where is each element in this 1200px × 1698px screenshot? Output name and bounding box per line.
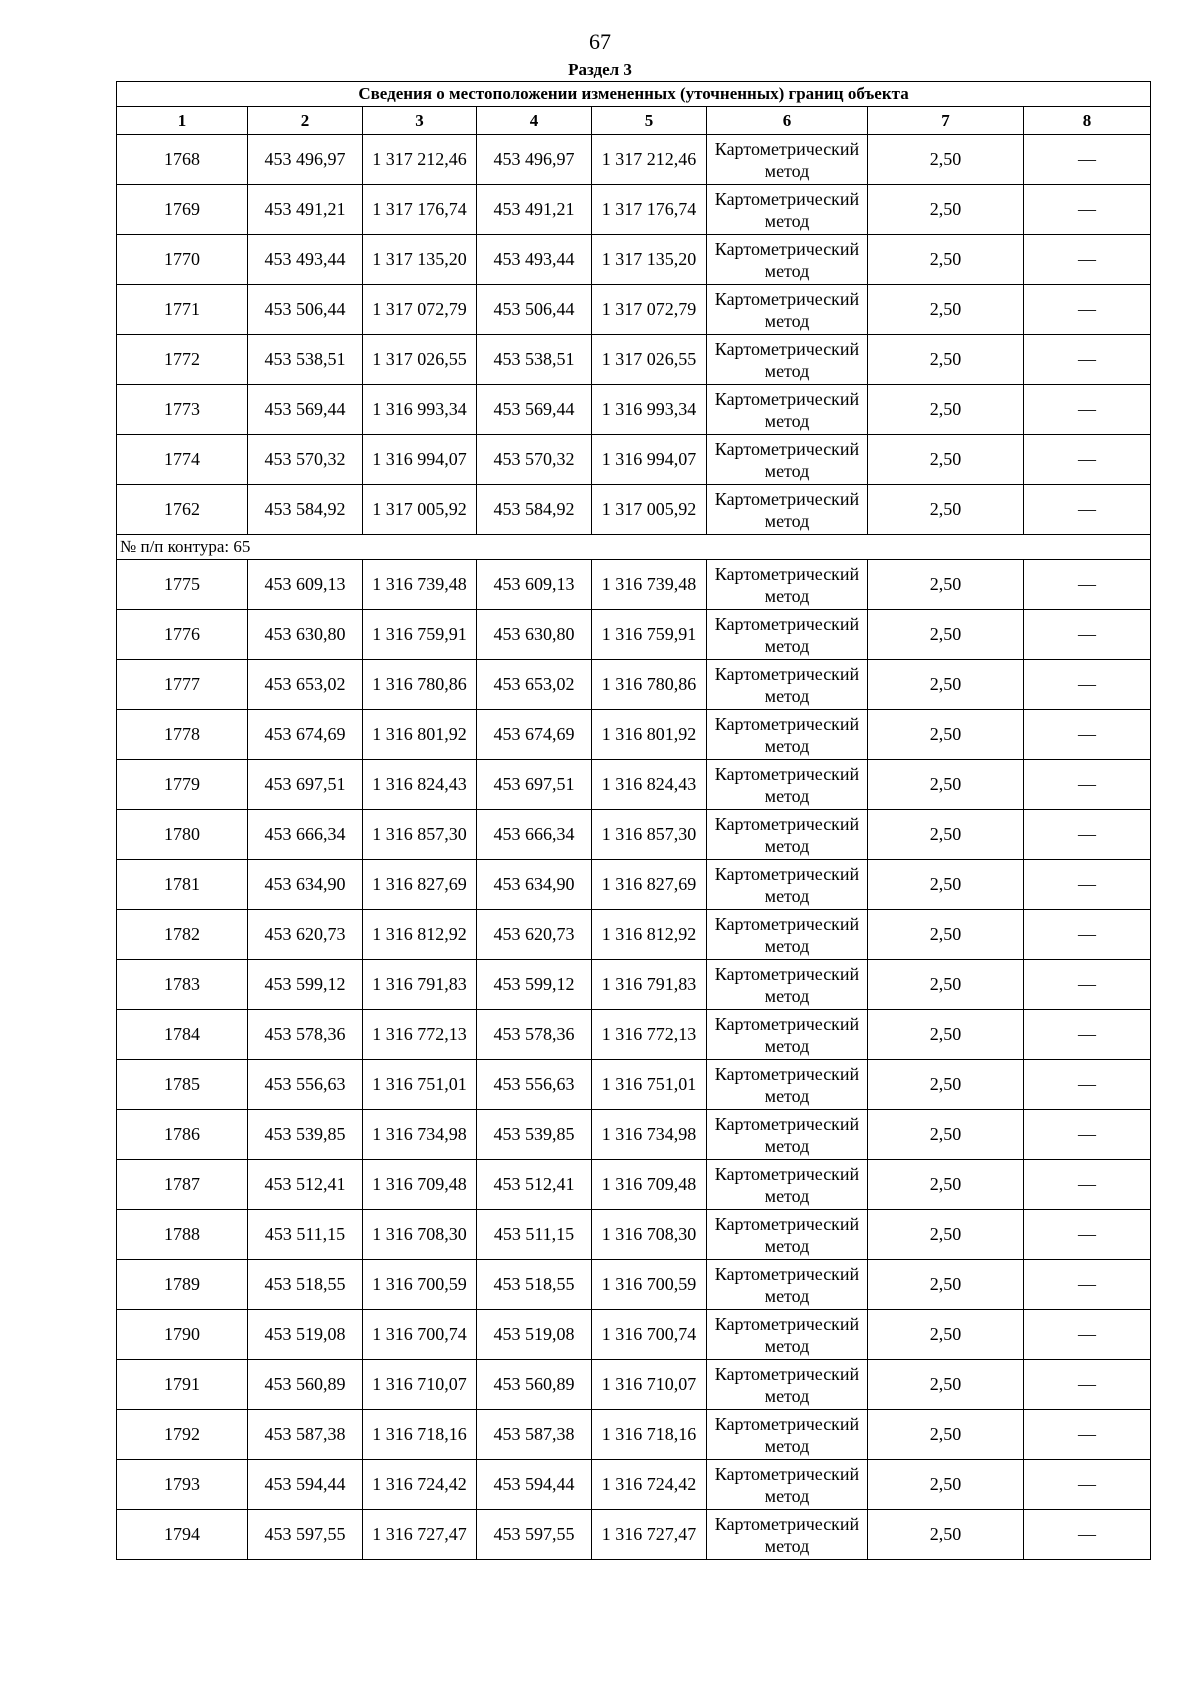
x-existing-cell: 453 539,85 [248, 1110, 363, 1160]
method-cell: Картометрический метод [707, 1410, 868, 1460]
y-new-cell: 1 317 135,20 [592, 235, 707, 285]
x-new-cell: 453 599,12 [477, 960, 592, 1010]
y-existing-cell: 1 316 791,83 [363, 960, 477, 1010]
accuracy-cell: 2,50 [868, 1310, 1024, 1360]
x-new-cell: 453 538,51 [477, 335, 592, 385]
method-cell: Картометрический метод [707, 560, 868, 610]
description-cell: — [1024, 1410, 1151, 1460]
y-existing-cell: 1 316 739,48 [363, 560, 477, 610]
description-cell: — [1024, 135, 1151, 185]
description-cell: — [1024, 610, 1151, 660]
column-number: 1 [117, 107, 248, 135]
point-number-cell: 1792 [117, 1410, 248, 1460]
point-number-cell: 1768 [117, 135, 248, 185]
column-number: 3 [363, 107, 477, 135]
boundary-coordinates-table [116, 81, 1151, 1560]
y-new-cell: 1 316 791,83 [592, 960, 707, 1010]
point-number-cell: 1786 [117, 1110, 248, 1160]
y-new-cell: 1 316 751,01 [592, 1060, 707, 1110]
x-new-cell: 453 518,55 [477, 1260, 592, 1310]
y-existing-cell: 1 316 994,07 [363, 435, 477, 485]
accuracy-cell: 2,50 [868, 135, 1024, 185]
x-new-cell: 453 674,69 [477, 710, 592, 760]
description-cell: — [1024, 810, 1151, 860]
method-cell: Картометрический метод [707, 960, 868, 1010]
y-existing-cell: 1 316 710,07 [363, 1360, 477, 1410]
y-existing-cell: 1 316 801,92 [363, 710, 477, 760]
point-number-cell: 1782 [117, 910, 248, 960]
method-cell: Картометрический метод [707, 710, 868, 760]
method-cell: Картометрический метод [707, 135, 868, 185]
accuracy-cell: 2,50 [868, 610, 1024, 660]
method-cell: Картометрический метод [707, 810, 868, 860]
x-new-cell: 453 493,44 [477, 235, 592, 285]
description-cell: — [1024, 1460, 1151, 1510]
method-cell: Картометрический метод [707, 285, 868, 335]
point-number-cell: 1784 [117, 1010, 248, 1060]
accuracy-cell: 2,50 [868, 760, 1024, 810]
y-existing-cell: 1 316 751,01 [363, 1060, 477, 1110]
x-new-cell: 453 578,36 [477, 1010, 592, 1060]
x-new-cell: 453 512,41 [477, 1160, 592, 1210]
y-existing-cell: 1 316 772,13 [363, 1010, 477, 1060]
table-row [117, 760, 1151, 810]
page-number: 67 [589, 29, 611, 54]
y-existing-cell: 1 317 212,46 [363, 135, 477, 185]
y-new-cell: 1 316 801,92 [592, 710, 707, 760]
point-number-cell: 1780 [117, 810, 248, 860]
column-number: 4 [477, 107, 592, 135]
x-existing-cell: 453 666,34 [248, 810, 363, 860]
table-row [117, 560, 1151, 610]
method-cell: Картометрический метод [707, 1010, 868, 1060]
accuracy-cell: 2,50 [868, 810, 1024, 860]
x-existing-cell: 453 519,08 [248, 1310, 363, 1360]
x-new-cell: 453 584,92 [477, 485, 592, 535]
method-cell: Картометрический метод [707, 910, 868, 960]
y-existing-cell: 1 316 708,30 [363, 1210, 477, 1260]
table-row [117, 335, 1151, 385]
x-new-cell: 453 560,89 [477, 1360, 592, 1410]
x-existing-cell: 453 609,13 [248, 560, 363, 610]
table-row [117, 710, 1151, 760]
x-existing-cell: 453 511,15 [248, 1210, 363, 1260]
table-row [117, 1510, 1151, 1560]
x-new-cell: 453 496,97 [477, 135, 592, 185]
x-existing-cell: 453 620,73 [248, 910, 363, 960]
description-cell: — [1024, 285, 1151, 335]
accuracy-cell: 2,50 [868, 1510, 1024, 1560]
x-new-cell: 453 620,73 [477, 910, 592, 960]
method-cell: Картометрический метод [707, 1060, 868, 1110]
x-existing-cell: 453 556,63 [248, 1060, 363, 1110]
y-new-cell: 1 317 072,79 [592, 285, 707, 335]
description-cell: — [1024, 1310, 1151, 1360]
accuracy-cell: 2,50 [868, 1160, 1024, 1210]
method-cell: Картометрический метод [707, 485, 868, 535]
y-existing-cell: 1 317 176,74 [363, 185, 477, 235]
y-existing-cell: 1 316 734,98 [363, 1110, 477, 1160]
x-existing-cell: 453 538,51 [248, 335, 363, 385]
point-number-cell: 1773 [117, 385, 248, 435]
method-cell: Картометрический метод [707, 1460, 868, 1510]
accuracy-cell: 2,50 [868, 1110, 1024, 1160]
accuracy-cell: 2,50 [868, 1010, 1024, 1060]
point-number-cell: 1781 [117, 860, 248, 910]
description-cell: — [1024, 235, 1151, 285]
accuracy-cell: 2,50 [868, 660, 1024, 710]
y-new-cell: 1 316 727,47 [592, 1510, 707, 1560]
column-number: 8 [1024, 107, 1151, 135]
description-cell: — [1024, 1110, 1151, 1160]
y-new-cell: 1 316 708,30 [592, 1210, 707, 1260]
method-cell: Картометрический метод [707, 335, 868, 385]
y-new-cell: 1 316 827,69 [592, 860, 707, 910]
table-row [117, 860, 1151, 910]
point-number-cell: 1794 [117, 1510, 248, 1560]
point-number-cell: 1776 [117, 610, 248, 660]
point-number-cell: 1779 [117, 760, 248, 810]
description-cell: — [1024, 1060, 1151, 1110]
table-row [117, 610, 1151, 660]
y-existing-cell: 1 317 005,92 [363, 485, 477, 535]
accuracy-cell: 2,50 [868, 1260, 1024, 1310]
method-cell: Картометрический метод [707, 1210, 868, 1260]
table-caption: Сведения о местоположении измененных (уточненных) границ объекта [117, 82, 1151, 107]
point-number-cell: 1762 [117, 485, 248, 535]
column-number: 7 [868, 107, 1024, 135]
x-new-cell: 453 511,15 [477, 1210, 592, 1260]
method-cell: Картометрический метод [707, 185, 868, 235]
x-new-cell: 453 609,13 [477, 560, 592, 610]
x-new-cell: 453 653,02 [477, 660, 592, 710]
method-cell: Картометрический метод [707, 760, 868, 810]
y-new-cell: 1 317 005,92 [592, 485, 707, 535]
accuracy-cell: 2,50 [868, 185, 1024, 235]
accuracy-cell: 2,50 [868, 435, 1024, 485]
description-cell: — [1024, 760, 1151, 810]
description-cell: — [1024, 710, 1151, 760]
accuracy-cell: 2,50 [868, 1210, 1024, 1260]
table-row [117, 910, 1151, 960]
column-number: 2 [248, 107, 363, 135]
table-row [117, 1110, 1151, 1160]
y-new-cell: 1 316 780,86 [592, 660, 707, 710]
y-new-cell: 1 316 857,30 [592, 810, 707, 860]
x-existing-cell: 453 599,12 [248, 960, 363, 1010]
description-cell: — [1024, 335, 1151, 385]
x-existing-cell: 453 512,41 [248, 1160, 363, 1210]
point-number-cell: 1790 [117, 1310, 248, 1360]
description-cell: — [1024, 960, 1151, 1010]
x-new-cell: 453 597,55 [477, 1510, 592, 1560]
y-new-cell: 1 316 724,42 [592, 1460, 707, 1510]
accuracy-cell: 2,50 [868, 485, 1024, 535]
point-number-cell: 1772 [117, 335, 248, 385]
description-cell: — [1024, 1360, 1151, 1410]
y-new-cell: 1 316 700,59 [592, 1260, 707, 1310]
table-row [117, 485, 1151, 535]
table-body [117, 135, 1151, 1560]
description-cell: — [1024, 385, 1151, 435]
y-new-cell: 1 316 993,34 [592, 385, 707, 435]
x-new-cell: 453 587,38 [477, 1410, 592, 1460]
x-existing-cell: 453 570,32 [248, 435, 363, 485]
method-cell: Картометрический метод [707, 1310, 868, 1360]
y-existing-cell: 1 316 857,30 [363, 810, 477, 860]
x-existing-cell: 453 653,02 [248, 660, 363, 710]
x-existing-cell: 453 674,69 [248, 710, 363, 760]
table-row [117, 1410, 1151, 1460]
method-cell: Картометрический метод [707, 1110, 868, 1160]
table-row [117, 1210, 1151, 1260]
description-cell: — [1024, 660, 1151, 710]
point-number-cell: 1774 [117, 435, 248, 485]
x-existing-cell: 453 578,36 [248, 1010, 363, 1060]
method-cell: Картометрический метод [707, 660, 868, 710]
y-existing-cell: 1 316 993,34 [363, 385, 477, 435]
accuracy-cell: 2,50 [868, 1410, 1024, 1460]
table-row [117, 1260, 1151, 1310]
method-cell: Картометрический метод [707, 435, 868, 485]
x-new-cell: 453 556,63 [477, 1060, 592, 1110]
y-new-cell: 1 317 212,46 [592, 135, 707, 185]
x-existing-cell: 453 496,97 [248, 135, 363, 185]
contour-label: № п/п контура: 65 [117, 535, 1151, 560]
point-number-cell: 1787 [117, 1160, 248, 1210]
method-cell: Картометрический метод [707, 385, 868, 435]
point-number-cell: 1771 [117, 285, 248, 335]
description-cell: — [1024, 560, 1151, 610]
table-row [117, 1010, 1151, 1060]
y-new-cell: 1 316 700,74 [592, 1310, 707, 1360]
table-row [117, 235, 1151, 285]
y-new-cell: 1 316 772,13 [592, 1010, 707, 1060]
accuracy-cell: 2,50 [868, 860, 1024, 910]
method-cell: Картометрический метод [707, 235, 868, 285]
y-new-cell: 1 316 824,43 [592, 760, 707, 810]
accuracy-cell: 2,50 [868, 1360, 1024, 1410]
y-existing-cell: 1 316 812,92 [363, 910, 477, 960]
x-new-cell: 453 539,85 [477, 1110, 592, 1160]
table-row [117, 1160, 1151, 1210]
point-number-cell: 1778 [117, 710, 248, 760]
method-cell: Картометрический метод [707, 1160, 868, 1210]
x-existing-cell: 453 630,80 [248, 610, 363, 660]
y-new-cell: 1 316 759,91 [592, 610, 707, 660]
description-cell: — [1024, 185, 1151, 235]
description-cell: — [1024, 1510, 1151, 1560]
x-new-cell: 453 519,08 [477, 1310, 592, 1360]
x-existing-cell: 453 594,44 [248, 1460, 363, 1510]
table-row [117, 135, 1151, 185]
table-row [117, 285, 1151, 335]
method-cell: Картометрический метод [707, 1360, 868, 1410]
y-new-cell: 1 316 734,98 [592, 1110, 707, 1160]
y-existing-cell: 1 316 780,86 [363, 660, 477, 710]
accuracy-cell: 2,50 [868, 1060, 1024, 1110]
method-cell: Картометрический метод [707, 610, 868, 660]
x-existing-cell: 453 584,92 [248, 485, 363, 535]
x-existing-cell: 453 569,44 [248, 385, 363, 435]
method-cell: Картометрический метод [707, 860, 868, 910]
x-new-cell: 453 570,32 [477, 435, 592, 485]
y-existing-cell: 1 316 727,47 [363, 1510, 477, 1560]
x-existing-cell: 453 491,21 [248, 185, 363, 235]
accuracy-cell: 2,50 [868, 1460, 1024, 1510]
table-row [117, 1310, 1151, 1360]
point-number-cell: 1775 [117, 560, 248, 610]
y-new-cell: 1 316 994,07 [592, 435, 707, 485]
y-existing-cell: 1 316 824,43 [363, 760, 477, 810]
x-existing-cell: 453 506,44 [248, 285, 363, 335]
contour-row [117, 535, 1151, 560]
x-new-cell: 453 491,21 [477, 185, 592, 235]
accuracy-cell: 2,50 [868, 910, 1024, 960]
column-number: 5 [592, 107, 707, 135]
method-cell: Картометрический метод [707, 1260, 868, 1310]
y-existing-cell: 1 316 700,74 [363, 1310, 477, 1360]
x-new-cell: 453 630,80 [477, 610, 592, 660]
y-existing-cell: 1 317 026,55 [363, 335, 477, 385]
accuracy-cell: 2,50 [868, 710, 1024, 760]
table-row [117, 660, 1151, 710]
y-new-cell: 1 316 812,92 [592, 910, 707, 960]
description-cell: — [1024, 1210, 1151, 1260]
table-row [117, 1460, 1151, 1510]
table-row [117, 960, 1151, 1010]
point-number-cell: 1777 [117, 660, 248, 710]
table-row [117, 1060, 1151, 1110]
point-number-cell: 1769 [117, 185, 248, 235]
point-number-cell: 1793 [117, 1460, 248, 1510]
table-row [117, 810, 1151, 860]
y-existing-cell: 1 316 827,69 [363, 860, 477, 910]
y-existing-cell: 1 316 759,91 [363, 610, 477, 660]
description-cell: — [1024, 1010, 1151, 1060]
y-new-cell: 1 316 709,48 [592, 1160, 707, 1210]
x-new-cell: 453 506,44 [477, 285, 592, 335]
x-existing-cell: 453 493,44 [248, 235, 363, 285]
y-new-cell: 1 316 710,07 [592, 1360, 707, 1410]
table-row [117, 385, 1151, 435]
y-existing-cell: 1 316 709,48 [363, 1160, 477, 1210]
column-number: 6 [707, 107, 868, 135]
x-existing-cell: 453 697,51 [248, 760, 363, 810]
accuracy-cell: 2,50 [868, 335, 1024, 385]
y-new-cell: 1 317 026,55 [592, 335, 707, 385]
column-number-row [117, 107, 1151, 135]
description-cell: — [1024, 1260, 1151, 1310]
description-cell: — [1024, 1160, 1151, 1210]
y-new-cell: 1 317 176,74 [592, 185, 707, 235]
table-caption-row [117, 82, 1151, 107]
x-existing-cell: 453 634,90 [248, 860, 363, 910]
description-cell: — [1024, 485, 1151, 535]
y-existing-cell: 1 317 072,79 [363, 285, 477, 335]
x-new-cell: 453 634,90 [477, 860, 592, 910]
accuracy-cell: 2,50 [868, 235, 1024, 285]
point-number-cell: 1791 [117, 1360, 248, 1410]
x-new-cell: 453 594,44 [477, 1460, 592, 1510]
accuracy-cell: 2,50 [868, 560, 1024, 610]
section-title: Раздел 3 [568, 60, 632, 79]
y-existing-cell: 1 316 724,42 [363, 1460, 477, 1510]
y-existing-cell: 1 316 700,59 [363, 1260, 477, 1310]
x-new-cell: 453 666,34 [477, 810, 592, 860]
point-number-cell: 1789 [117, 1260, 248, 1310]
y-new-cell: 1 316 718,16 [592, 1410, 707, 1460]
accuracy-cell: 2,50 [868, 960, 1024, 1010]
point-number-cell: 1785 [117, 1060, 248, 1110]
y-existing-cell: 1 316 718,16 [363, 1410, 477, 1460]
x-existing-cell: 453 518,55 [248, 1260, 363, 1310]
description-cell: — [1024, 435, 1151, 485]
y-new-cell: 1 316 739,48 [592, 560, 707, 610]
x-existing-cell: 453 597,55 [248, 1510, 363, 1560]
table-row [117, 1360, 1151, 1410]
table-row [117, 435, 1151, 485]
x-new-cell: 453 569,44 [477, 385, 592, 435]
table-row [117, 185, 1151, 235]
method-cell: Картометрический метод [707, 1510, 868, 1560]
x-existing-cell: 453 587,38 [248, 1410, 363, 1460]
point-number-cell: 1788 [117, 1210, 248, 1260]
description-cell: — [1024, 910, 1151, 960]
point-number-cell: 1783 [117, 960, 248, 1010]
point-number-cell: 1770 [117, 235, 248, 285]
y-existing-cell: 1 317 135,20 [363, 235, 477, 285]
accuracy-cell: 2,50 [868, 385, 1024, 435]
description-cell: — [1024, 860, 1151, 910]
x-new-cell: 453 697,51 [477, 760, 592, 810]
x-existing-cell: 453 560,89 [248, 1360, 363, 1410]
accuracy-cell: 2,50 [868, 285, 1024, 335]
